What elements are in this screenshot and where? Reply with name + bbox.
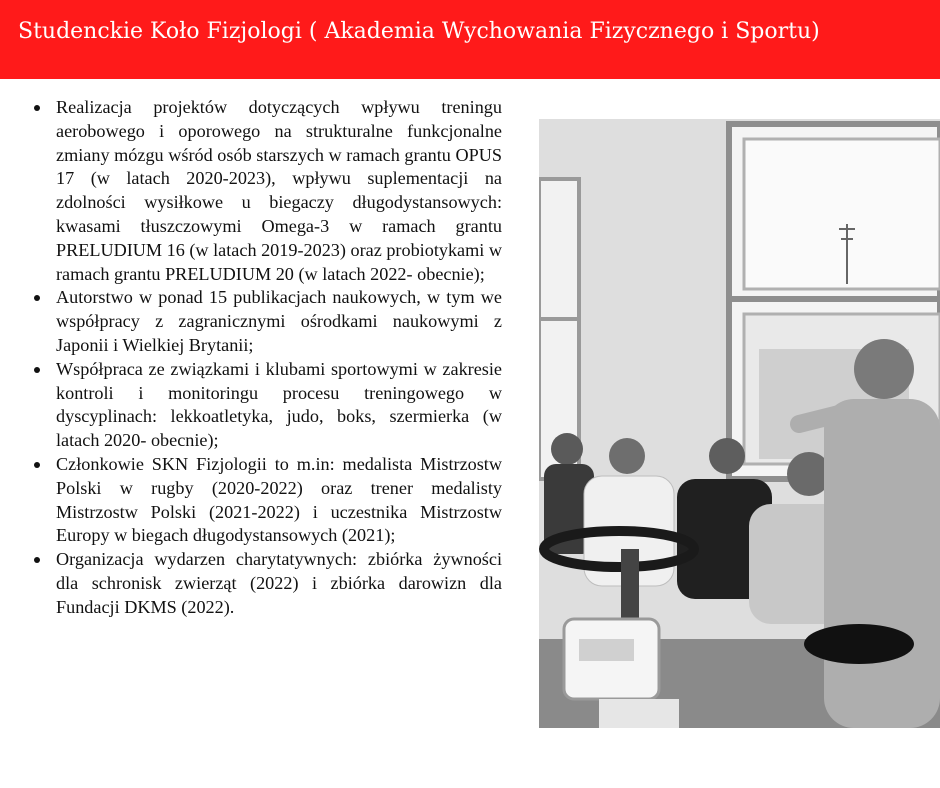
photo-illustration bbox=[539, 119, 940, 728]
list-item-text: Autorstwo w ponad 15 publikacjach naukowych, w tym we współpracy z zagranicznymi ośrodkami naukowymi z Japonii i Wielkiej Brytanii; bbox=[56, 287, 502, 355]
list-item-text: Członkowie SKN Fizjologii to m.in: medalista Mistrzostw Polski w rugby (2020-2022) oraz trener medalisty Mistrzostw Polski (2021-2022) i uczestnika Mistrzostw Europy w biegach długodystansowych (2021); bbox=[56, 453, 502, 546]
group-photo bbox=[539, 119, 940, 728]
list-item bbox=[28, 96, 502, 286]
list-item-text: Organizacja wydarzen charytatywnych: zbiórka żywności dla schronisk zwierząt (2022) i zbiórka darowizn dla Fundacji DKMS (2022). bbox=[56, 549, 502, 617]
bullet-icon bbox=[34, 105, 40, 111]
list-item bbox=[28, 286, 502, 357]
list-item bbox=[28, 548, 502, 619]
list-item bbox=[28, 453, 502, 548]
bullet-icon bbox=[34, 295, 40, 301]
bullet-icon bbox=[34, 462, 40, 468]
list-item bbox=[28, 358, 502, 453]
list-item-text: Realizacja projektów dotyczących wpływu treningu aerobowego i oporowego na strukturalne funkcjonalne zmiany mózgu wśród osób starszych w ramach grantu OPUS 17 (w latach 2020-2023), wpływu suplementacji na zdolności wysiłkowe u biegaczy długodystansowych: kwasami tłuszczowymi Omega-3 w ramach grantu PRELUDIUM 16 (w latach 2019-2023) oraz probiotykami w ramach grantu PRELUDIUM 20 (w latach 2022- obecnie); bbox=[56, 97, 503, 284]
bullet-icon bbox=[34, 557, 40, 563]
list-item-text: Współpraca ze związkami i klubami sportowymi w zakresie kontroli i monitoringu procesu treningowego w dyscyplinach: lekkoatletyka, judo, boks, szermierka (w latach 2020- obecnie); bbox=[56, 358, 502, 451]
header-banner bbox=[0, 0, 940, 79]
header-title: Studenckie Koło Fizjologi ( Akademia Wychowania Fizycznego i Sportu) bbox=[18, 19, 820, 44]
achievements-list bbox=[28, 96, 502, 620]
bullet-icon bbox=[34, 367, 40, 373]
